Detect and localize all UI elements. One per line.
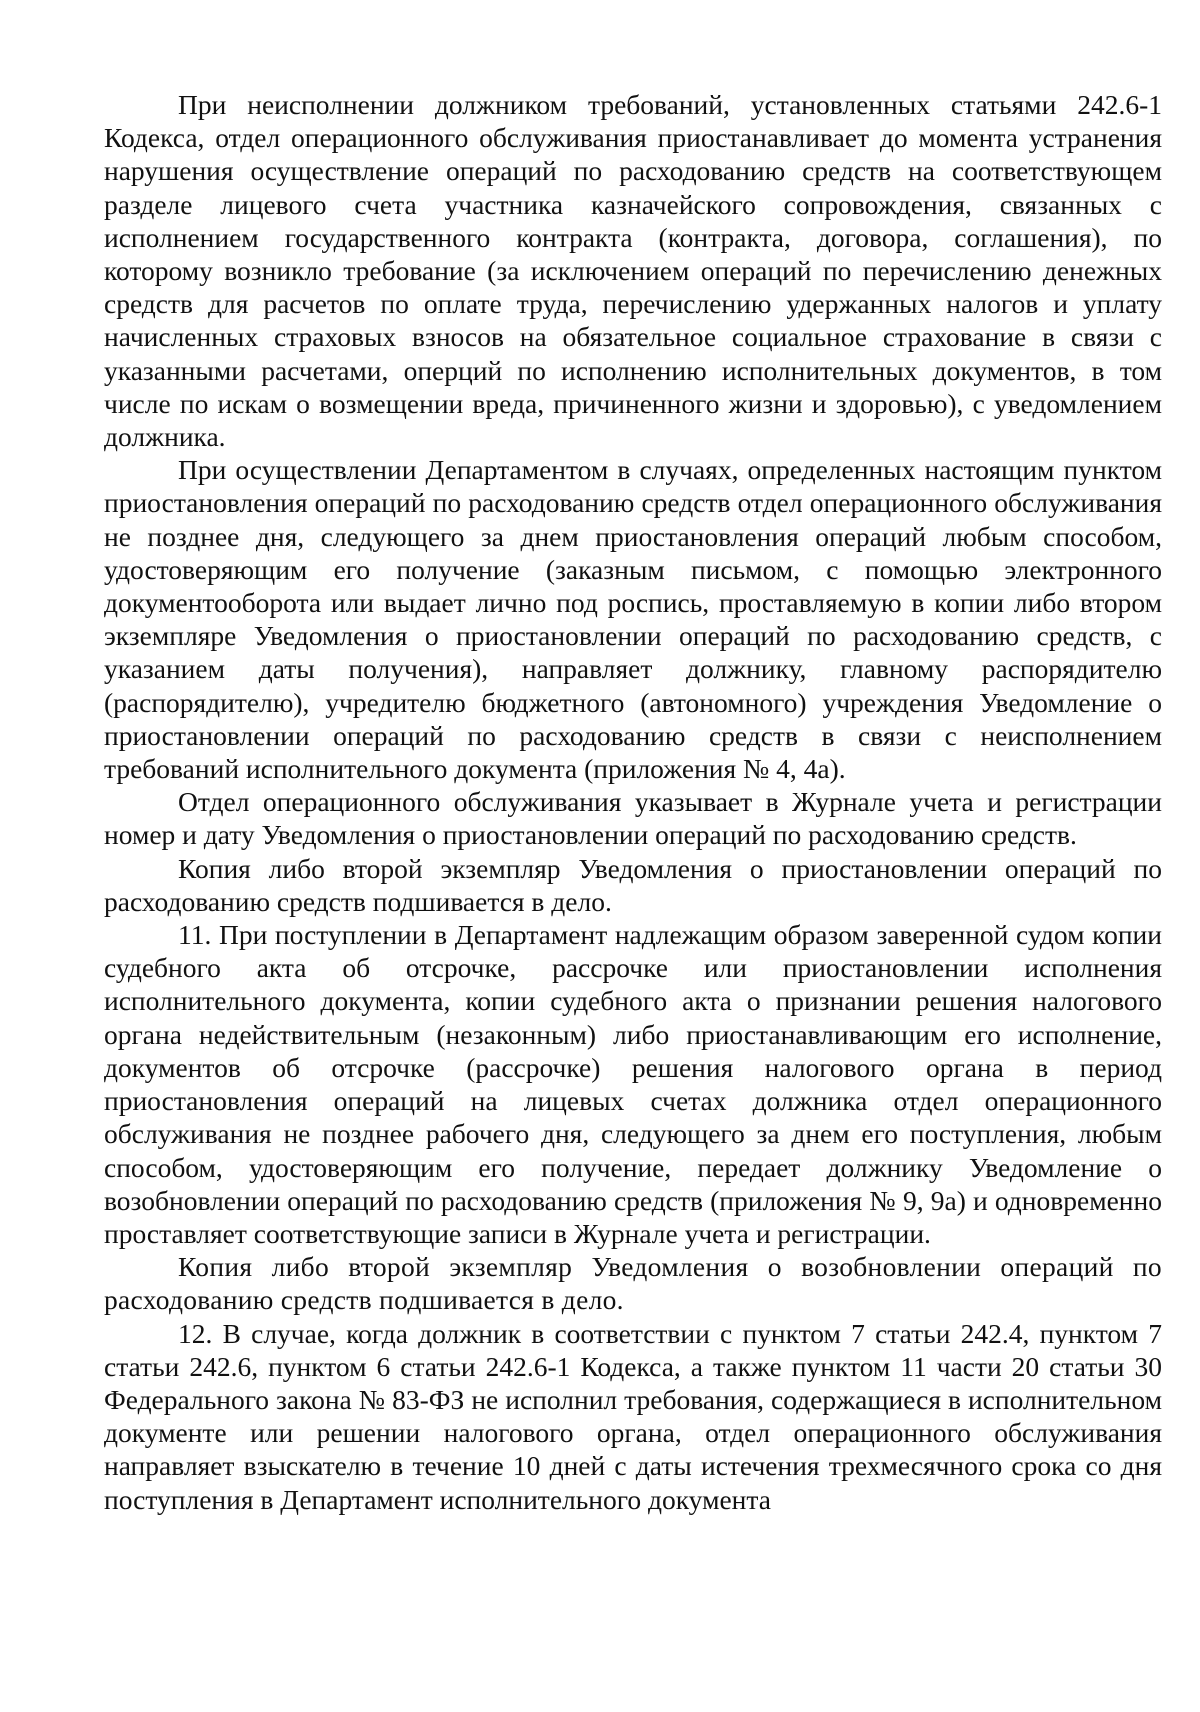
paragraph-journal-record: Отдел операционного обслуживания указывает в Журнале учета и регистрации номер и дату Уведомления о приостановлении операций по расходованию средств.	[104, 786, 1162, 851]
paragraph-suspension-operations: При неисполнении должником требований, установленных статьями 242.6-1 Кодекса, отдел операционного обслуживания приостанавливает до момента устранения нарушения осуществление операций по расходованию средств на соответствующем разделе лицевого счета участника казначейского сопровождения, связанных с исполнением государственного контракта (контракта, договора, соглашения), по которому возникло требование (за исключением операций по перечислению денежных средств для расчетов по оплате труда, перечислению удержанных налогов и уплату начисленных страховых взносов на обязательное социальное страхование в связи с указанными расчетами, оперций по исполнению исполнительных документов, в том числе по искам о возмещении вреда, причиненного жизни и здоровью), с уведомлением должника.	[104, 89, 1162, 453]
paragraph-copy-filed: Копия либо второй экземпляр Уведомления о приостановлении операций по расходованию средств подшивается в дело.	[104, 852, 1162, 917]
paragraph-item-11: 11. При поступлении в Департамент надлежащим образом заверенной судом копии судебного акта об отсрочке, рассрочке или приостановлении исполнения исполнительного документа, копии судебного акта о признании решения налогового органа недействительным (незаконным) либо приостанавливающим его исполнение, документов об отсрочке (рассрочке) решения налогового органа в период приостановления операций на лицевых счетах должника отдел операционного обслуживания не позднее рабочего дня, следующего за днем его поступления, любым способом, удостоверяющим его получение, передает должнику Уведомление о возобновлении операций по расходованию средств (приложения № 9, 9а) и одновременно проставляет соответствующие записи в Журнале учета и регистрации.	[104, 919, 1162, 1249]
paragraph-resumption-copy-filed: Копия либо второй экземпляр Уведомления о возобновлении операций по расходованию средств подшивается в дело.	[104, 1251, 1162, 1316]
paragraph-suspension-notice: При осуществлении Департаментом в случаях, определенных настоящим пунктом приостановления операций по расходованию средств отдел операционного обслуживания не позднее дня, следующего за днем приостановления операций любым способом, удостоверяющим его получение (заказным письмом, с помощью электронного документооборота или выдает лично под роспись, проставляемую в копии либо втором экземпляре Уведомления о приостановлении операций по расходованию средств, с указанием даты получения), направляет должнику, главному распорядителю (распорядителю), учредителю бюджетного (автономного) учреждения Уведомление о приостановлении операций по расходованию средств в связи с неисполнением требований исполнительного документа (приложения № 4, 4а).	[104, 454, 1162, 785]
document-page	[104, 88, 1162, 1516]
paragraph-item-12: 12. В случае, когда должник в соответствии с пунктом 7 статьи 242.4, пунктом 7 статьи 242.6, пунктом 6 статьи 242.6-1 Кодекса, а также пунктом 11 части 20 статьи 30 Федерального закона № 83-ФЗ не исполнил требования, содержащиеся в исполнительном документе или решении налогового органа, отдел операционного обслуживания направляет взыскателю в течение 10 дней с даты истечения трехмесячного срока со дня поступления в Департамент исполнительного документа	[104, 1317, 1162, 1515]
